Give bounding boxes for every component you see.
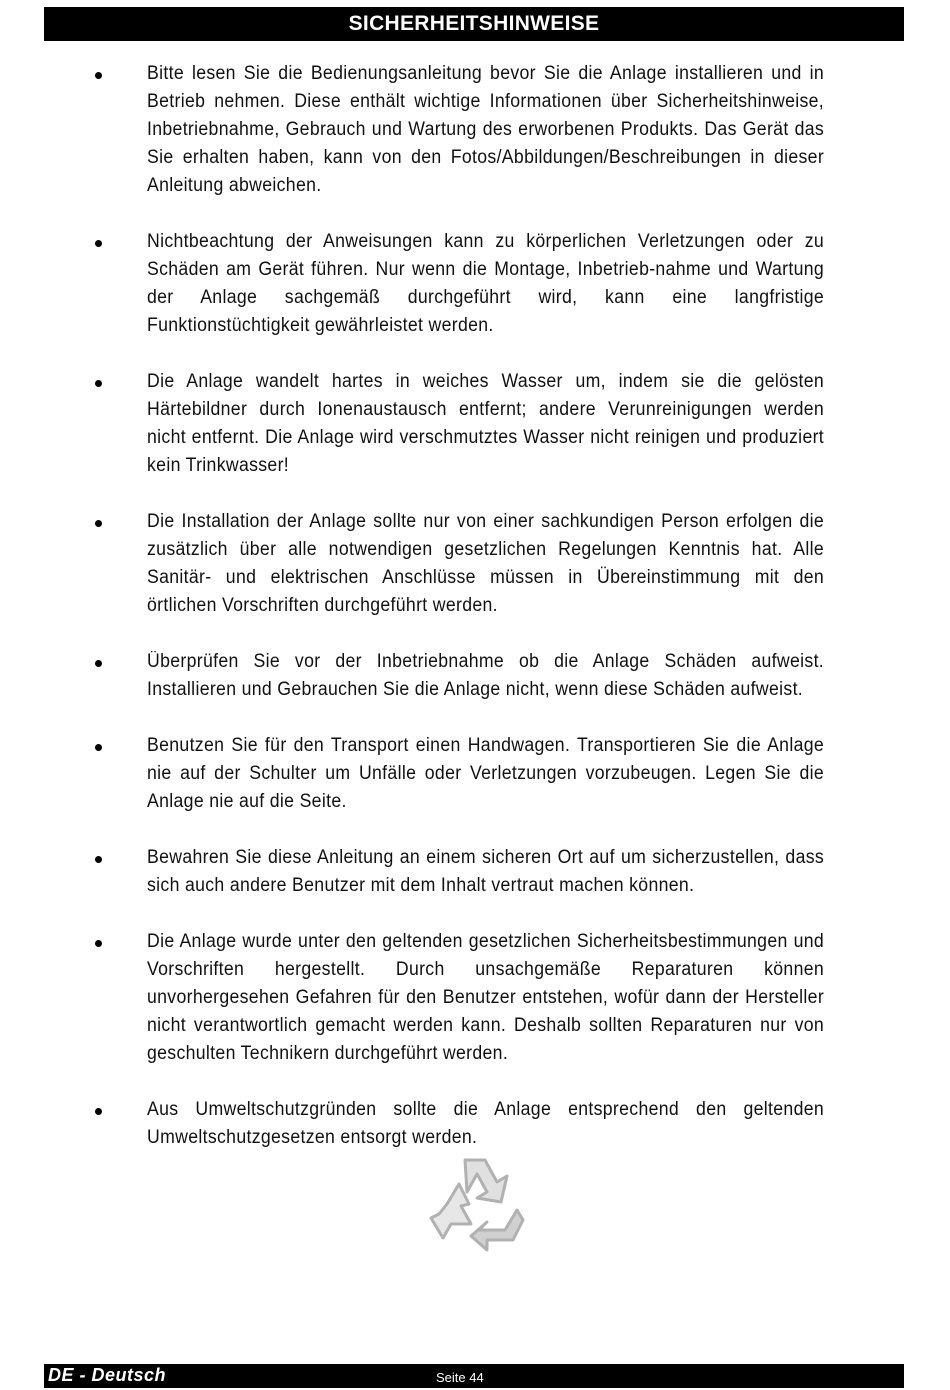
recycle-icon: [427, 1148, 527, 1272]
list-item: [0, 648, 950, 704]
safety-note-text: Überprüfen Sie vor der Inbetriebnahme ob die Anlage Schäden aufweist. Installieren und Gebrauchen Sie die Anlage nicht, wenn diese Schäden aufweist.: [147, 651, 825, 700]
bullet-icon: [95, 240, 102, 247]
bullet-icon: [95, 1108, 102, 1115]
list-item: [0, 60, 950, 200]
safety-note-text: Aus Umweltschutzgründen sollte die Anlage entsprechend den geltenden Umweltschutzgesetzen entsorgt werden.: [147, 1099, 825, 1148]
bullet-icon: [95, 72, 102, 79]
bullet-icon: [95, 380, 102, 387]
bullet-icon: [95, 660, 102, 667]
list-item: [0, 928, 950, 1068]
section-title: SICHERHEITSHINWEISE: [348, 12, 600, 35]
list-item: [0, 844, 950, 900]
list-item: [0, 368, 950, 480]
safety-note-text: Benutzen Sie für den Transport einen Handwagen. Transportieren Sie die Anlage nie auf der Schulter um Unfälle oder Verletzungen vorzubeugen. Legen Sie die Anlage nie auf die Seite.: [147, 735, 825, 812]
list-item: [0, 228, 950, 340]
safety-note-text: Die Installation der Anlage sollte nur von einer sachkundigen Person erfolgen die zusätzlich über alle notwendigen gesetzlichen Regelungen Kenntnis hat. Alle Sanitär- und elektrischen Anschlüsse müssen in Übereinstimmung mit den örtlichen Vorschriften durchgeführt werden.: [147, 511, 825, 616]
safety-note-text: Bewahren Sie diese Anleitung an einem sicheren Ort auf um sicherzustellen, dass sich auch andere Benutzer mit dem Inhalt vertraut machen können.: [147, 847, 825, 896]
section-header: [44, 7, 904, 41]
list-item: [0, 732, 950, 816]
safety-note-text: Bitte lesen Sie die Bedienungsanleitung bevor Sie die Anlage installieren und in Betrieb nehmen. Diese enthält wichtige Informationen über Sicherheitshinweise, Inbetriebnahme, Gebrauch und Wartung des erworbenen Produkts. Das Gerät das Sie erhalten haben, kann von den Fotos/Abbildungen/Beschreibungen in dieser Anleitung abweichen.: [147, 63, 825, 196]
page-footer: [44, 1364, 904, 1388]
safety-notes-list: [0, 60, 950, 1180]
bullet-icon: [95, 856, 102, 863]
safety-note-text: Die Anlage wurde unter den geltenden gesetzlichen Sicherheitsbestimmungen und Vorschriften hergestellt. Durch unsachgemäße Reparaturen können unvorhergesehen Gefahren für den Benutzer entstehen, wofür dann der Hersteller nicht verantwortlich gemacht werden kann. Deshalb sollten Reparaturen nur von geschulten Technikern durchgeführt werden.: [147, 931, 825, 1064]
footer-language: DE - Deutsch: [48, 1365, 167, 1385]
page-number: Seite 44: [436, 1370, 484, 1385]
bullet-icon: [95, 744, 102, 751]
list-item: [0, 1096, 950, 1152]
safety-note-text: Nichtbeachtung der Anweisungen kann zu körperlichen Verletzungen oder zu Schäden am Gerät führen. Nur wenn die Montage, Inbetrieb-nahme und Wartung der Anlage sachgemäß durchgeführt wird, kann eine langfristige Funktionstüchtigkeit gewährleistet werden.: [147, 231, 825, 336]
list-item: [0, 508, 950, 620]
safety-note-text: Die Anlage wandelt hartes in weiches Wasser um, indem sie die gelösten Härtebildner durch Ionenaustausch entfernt; andere Verunreinigungen werden nicht entfernt. Die Anlage wird verschmutztes Wasser nicht reinigen und produziert kein Trinkwasser!: [147, 371, 825, 476]
bullet-icon: [95, 520, 102, 527]
bullet-icon: [95, 940, 102, 947]
